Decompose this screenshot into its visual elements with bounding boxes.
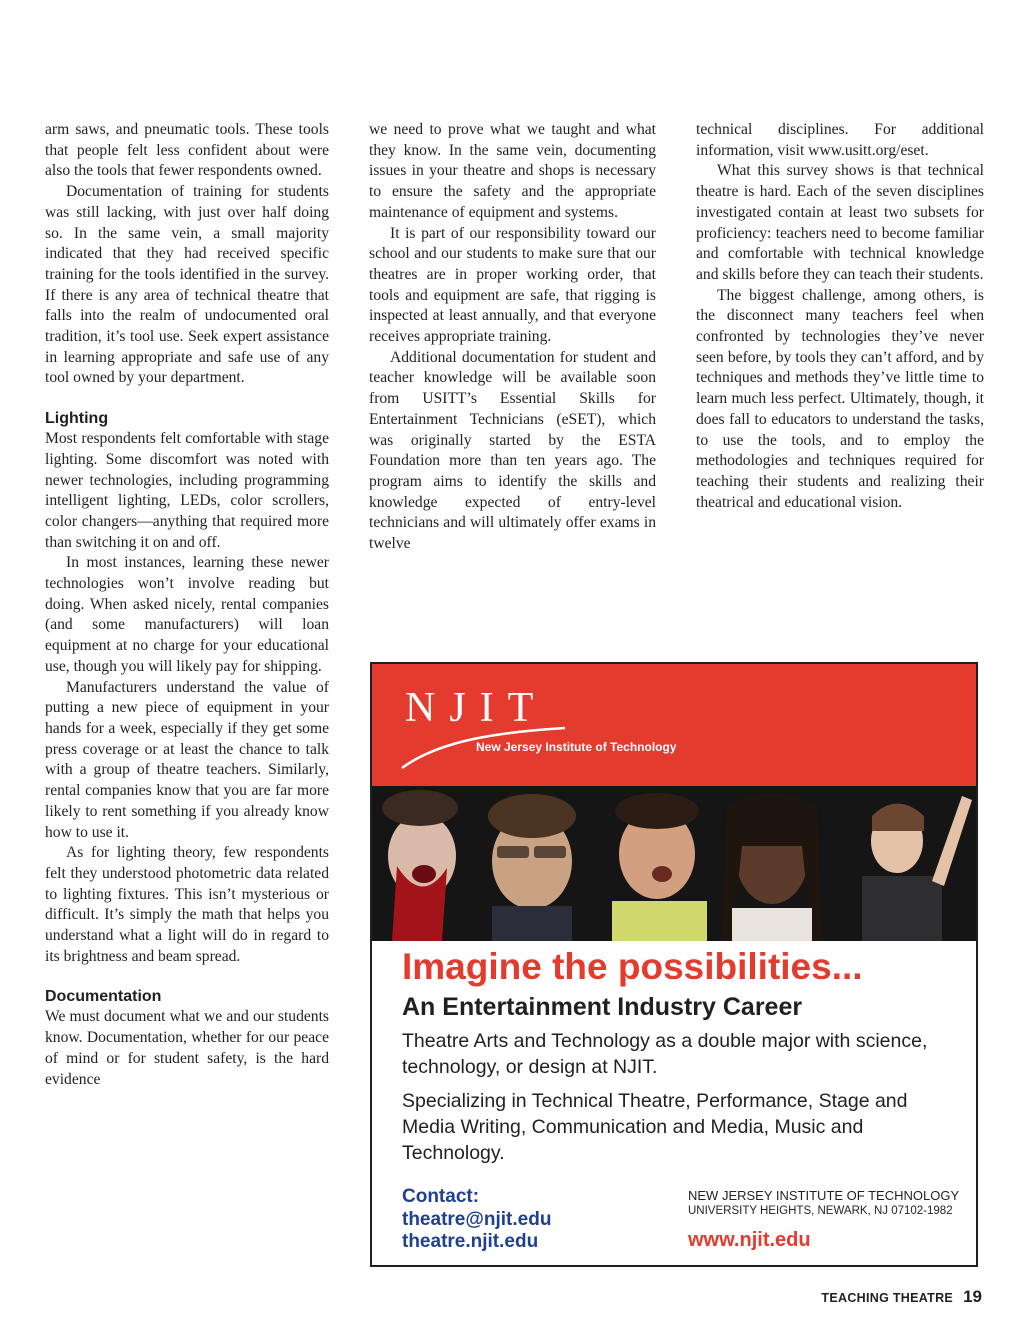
paragraph: We must document what we and our students know. Documentation, whether for our peace of mind or for student safety, is the hard evidence [45,1008,329,1088]
paragraph: As for lighting theory, few respondents felt they understood photometric data related to lighting fixtures. This isn’t mysterious or difficult. It’s simply the math that helps you understand what a light will do in regard to its brightness and beam spread. [45,844,329,965]
institution-name: NEW JERSEY INSTITUTE OF TECHNOLOGY [688,1188,960,1203]
paragraph: In most instances, learning these newer technologies won’t involve reading but doing. When asked nicely, rental companies (and some manufacturers) will loan equipment at no charge for your educational use, though you will likely pay for shipping. [45,554,329,675]
institution-website-link[interactable]: www.njit.edu [688,1229,811,1251]
paragraph: Documentation of training for students was still lacking, with just over half doing so. In the same vein, a small majority indicated that they had received specific training for the tools identified in the survey. If there is any area of technical theatre that falls into the realm of undocumented oral tradition, it’s tool use. Seek expert assistance in learning appropriate and safe use of any tool owned by your department. [45,183,329,387]
institution-address: UNIVERSITY HEIGHTS, NEWARK, NJ 07102-1982 [688,1205,953,1217]
paragraph: What this survey shows is that technical theatre is hard. Each of the seven disciplines investigated contain at least two subsets for proficiency: teachers need to become familiar and comfortable with technical knowledge and skills before they can teach their students. [696,162,984,283]
article-column-3 [696,120,984,513]
ad-tagline: Imagine the possibilities... [402,946,863,987]
paragraph: we need to prove what we taught and what they know. In the same vein, documenting issues in your theatre and shops is necessary to ensure the safety and the appropriate maintenance of equipment and systems. [369,121,656,221]
paragraph: arm saws, and pneumatic tools. These tools that people felt less confident about were also the tools that fewer respondents owned. [45,121,329,180]
performers-image [372,786,976,941]
paragraph: The biggest challenge, among others, is the disconnect many teachers feel when confronted by technologies they’ve never seen before, by tools they can’t afford, and by techniques and methods they’ve little time to learn much less perfect. Ultimately, though, it does fall to educators to understand the tasks, to use the tools, and to employ the methodologies and techniques required for teaching their students and realizing their theatrical and educational vision. [696,286,984,511]
paragraph: Most respondents felt comfortable with stage lighting. Some discomfort was noted with newer technologies, including programming intelligent lighting, LEDs, color scrollers, color changers—anything that required more than switching it on and off. [45,430,329,551]
ad-career-heading: An Entertainment Industry Career [402,993,803,1021]
paragraph: Manufacturers understand the value of putting a new piece of equipment in your hands for a week, especially if they get some press coverage or at least the chance to talk with a group of theatre teachers. Similarly, rental companies know that you are far more likely to rent something if you already know how to use it. [45,678,329,841]
contact-email-link[interactable]: theatre@njit.edu [402,1208,552,1230]
paragraph: Additional documentation for student and teacher knowledge will be available soon from USITT’s Essential Skills for Entertainment Technicians (eSET), which was originally started by the ESTA Foundation more than ten years ago. The program aims to identify the skills and knowledge expected of entry-level technicians and will ultimately offer exams in twelve [369,348,656,553]
paragraph: It is part of our responsibility toward our school and our students to make sure that our theatres are in proper working order, that tools and equipment are safe, that rigging is inspected at least annually, and that everyone receives appropriate training. [369,224,656,346]
ad-body-text: Theatre Arts and Technology as a double major with science, technology, or design at NJIT. [402,1030,928,1078]
njit-logo-subtitle: New Jersey Institute of Technology [476,740,677,754]
contact-label: Contact: [402,1186,480,1207]
ad-contact [402,1186,551,1254]
ad-banner [372,664,976,786]
paragraph: technical disciplines. For additional information, visit www.usitt.org/eset. [696,121,984,159]
njit-advertisement [370,662,978,1267]
ad-institution-info [688,1188,959,1252]
ad-body-text: Specializing in Technical Theatre, Performance, Stage and Media Writing, Communication and Media, Music and Technology. [402,1090,908,1164]
magazine-name: TEACHING THEATRE [821,1291,954,1305]
article-column-1 [45,120,329,1090]
performer-photo-strip [372,786,976,941]
page-footer [821,1287,982,1307]
ad-copy [402,946,962,1174]
njit-logo: NJIT [405,685,548,731]
page-number: 19 [963,1287,982,1306]
section-heading-documentation: Documentation [45,988,162,1006]
contact-website-link[interactable]: theatre.njit.edu [402,1231,539,1252]
article-column-2 [369,120,656,555]
section-heading-lighting: Lighting [45,410,109,428]
